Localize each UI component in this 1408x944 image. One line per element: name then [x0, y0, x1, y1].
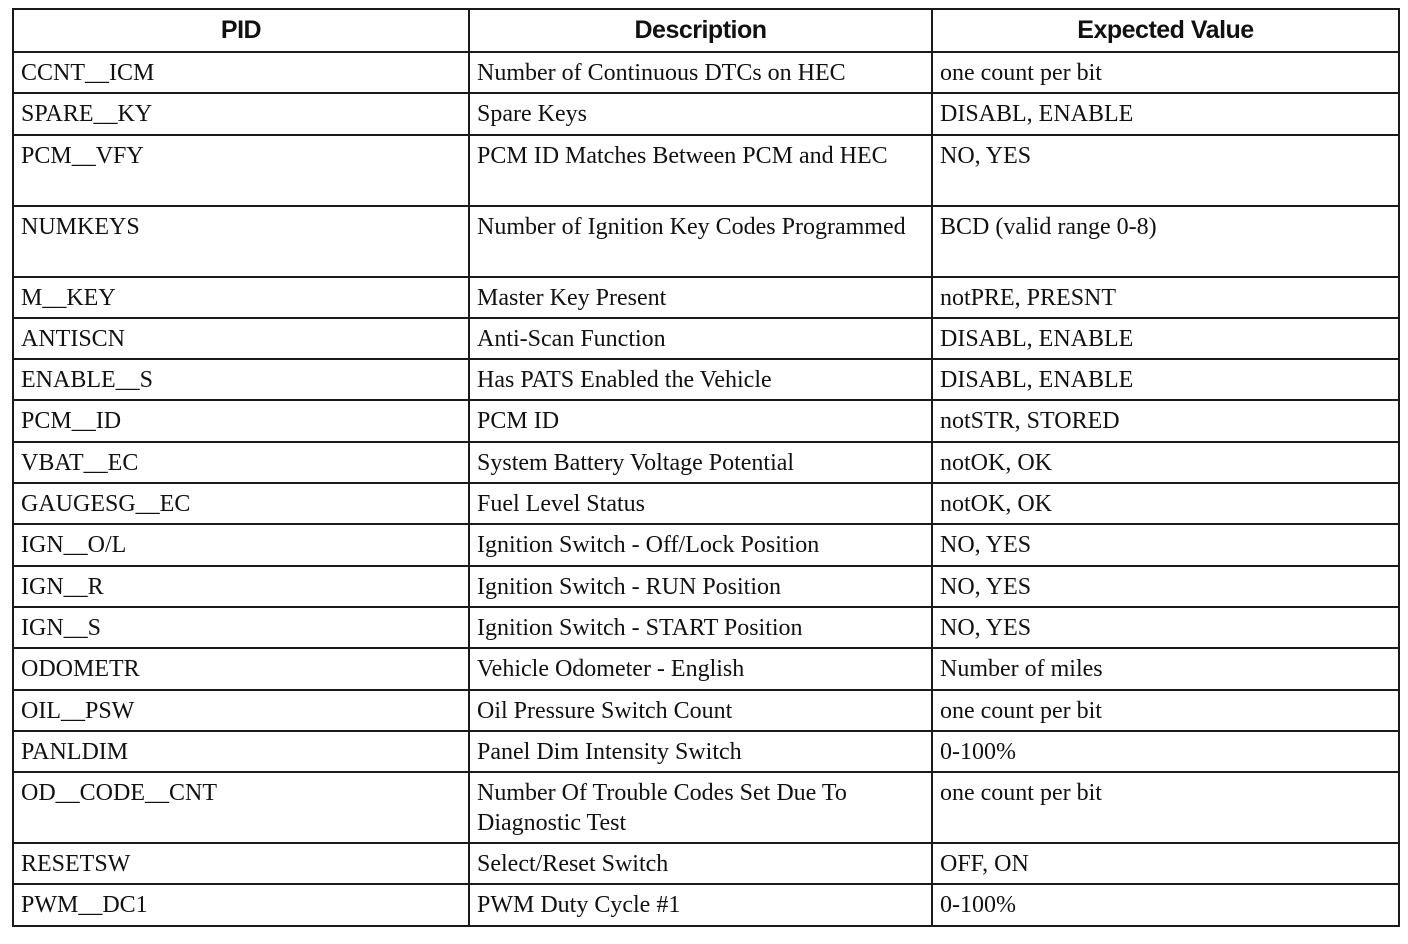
table-row	[13, 442, 1399, 483]
description-cell: Fuel Level Status	[469, 483, 932, 524]
table-row	[13, 607, 1399, 648]
table-row	[13, 52, 1399, 93]
pid-cell: SPARE__KY	[13, 93, 469, 134]
description-cell: Ignition Switch - RUN Position	[469, 566, 932, 607]
expected-value-cell: NO, YES	[932, 607, 1399, 648]
expected-value-cell: Number of miles	[932, 648, 1399, 689]
header-expected-value: Expected Value	[932, 9, 1399, 52]
table-row	[13, 277, 1399, 318]
table-row	[13, 135, 1399, 206]
pid-cell: VBAT__EC	[13, 442, 469, 483]
description-cell: PWM Duty Cycle #1	[469, 884, 932, 925]
table-row	[13, 400, 1399, 441]
pid-cell: PWM__DC1	[13, 884, 469, 925]
expected-value-cell: DISABL, ENABLE	[932, 318, 1399, 359]
expected-value-cell: notPRE, PRESNT	[932, 277, 1399, 318]
table-row	[13, 483, 1399, 524]
description-cell: Anti-Scan Function	[469, 318, 932, 359]
header-description: Description	[469, 9, 932, 52]
table-row	[13, 318, 1399, 359]
expected-value-cell: notOK, OK	[932, 483, 1399, 524]
expected-value-cell: notSTR, STORED	[932, 400, 1399, 441]
pid-cell: OIL__PSW	[13, 690, 469, 731]
pid-cell: IGN__O/L	[13, 524, 469, 565]
pid-cell: IGN__R	[13, 566, 469, 607]
table-row	[13, 93, 1399, 134]
description-cell: Ignition Switch - START Position	[469, 607, 932, 648]
description-cell: Number of Continuous DTCs on HEC	[469, 52, 932, 93]
expected-value-cell: 0-100%	[932, 731, 1399, 772]
description-cell: Panel Dim Intensity Switch	[469, 731, 932, 772]
description-cell: Number of Ignition Key Codes Programmed	[469, 206, 932, 277]
pid-cell: ENABLE__S	[13, 359, 469, 400]
description-cell: Has PATS Enabled the Vehicle	[469, 359, 932, 400]
description-cell: Master Key Present	[469, 277, 932, 318]
expected-value-cell: one count per bit	[932, 52, 1399, 93]
table-row	[13, 524, 1399, 565]
table-row	[13, 772, 1399, 843]
pid-cell: PCM__VFY	[13, 135, 469, 206]
table-row	[13, 566, 1399, 607]
description-cell: Ignition Switch - Off/Lock Position	[469, 524, 932, 565]
expected-value-cell: NO, YES	[932, 135, 1399, 206]
pid-cell: GAUGESG__EC	[13, 483, 469, 524]
description-cell: PCM ID Matches Between PCM and HEC	[469, 135, 932, 206]
pid-table	[12, 8, 1400, 927]
description-cell: PCM ID	[469, 400, 932, 441]
expected-value-cell: NO, YES	[932, 524, 1399, 565]
table-row	[13, 884, 1399, 925]
pid-cell: ANTISCN	[13, 318, 469, 359]
pid-cell: IGN__S	[13, 607, 469, 648]
expected-value-cell: BCD (valid range 0-8)	[932, 206, 1399, 277]
pid-cell: OD__CODE__CNT	[13, 772, 469, 843]
expected-value-cell: DISABL, ENABLE	[932, 93, 1399, 134]
table-row	[13, 690, 1399, 731]
expected-value-cell: one count per bit	[932, 690, 1399, 731]
table-header	[13, 9, 1399, 52]
expected-value-cell: notOK, OK	[932, 442, 1399, 483]
table-row	[13, 843, 1399, 884]
pid-cell: PANLDIM	[13, 731, 469, 772]
pid-cell: ODOMETR	[13, 648, 469, 689]
description-cell: Select/Reset Switch	[469, 843, 932, 884]
description-cell: System Battery Voltage Potential	[469, 442, 932, 483]
expected-value-cell: NO, YES	[932, 566, 1399, 607]
pid-cell: M__KEY	[13, 277, 469, 318]
pid-cell: NUMKEYS	[13, 206, 469, 277]
expected-value-cell: one count per bit	[932, 772, 1399, 843]
description-cell: Number Of Trouble Codes Set Due To Diagnostic Test	[469, 772, 932, 843]
table-row	[13, 206, 1399, 277]
table-row	[13, 648, 1399, 689]
expected-value-cell: OFF, ON	[932, 843, 1399, 884]
table-row	[13, 359, 1399, 400]
pid-cell: CCNT__ICM	[13, 52, 469, 93]
description-cell: Oil Pressure Switch Count	[469, 690, 932, 731]
table-body	[13, 52, 1399, 926]
description-cell: Spare Keys	[469, 93, 932, 134]
header-pid: PID	[13, 9, 469, 52]
pid-cell: RESETSW	[13, 843, 469, 884]
expected-value-cell: 0-100%	[932, 884, 1399, 925]
expected-value-cell: DISABL, ENABLE	[932, 359, 1399, 400]
header-row	[13, 9, 1399, 52]
pid-cell: PCM__ID	[13, 400, 469, 441]
table-row	[13, 731, 1399, 772]
description-cell: Vehicle Odometer - English	[469, 648, 932, 689]
